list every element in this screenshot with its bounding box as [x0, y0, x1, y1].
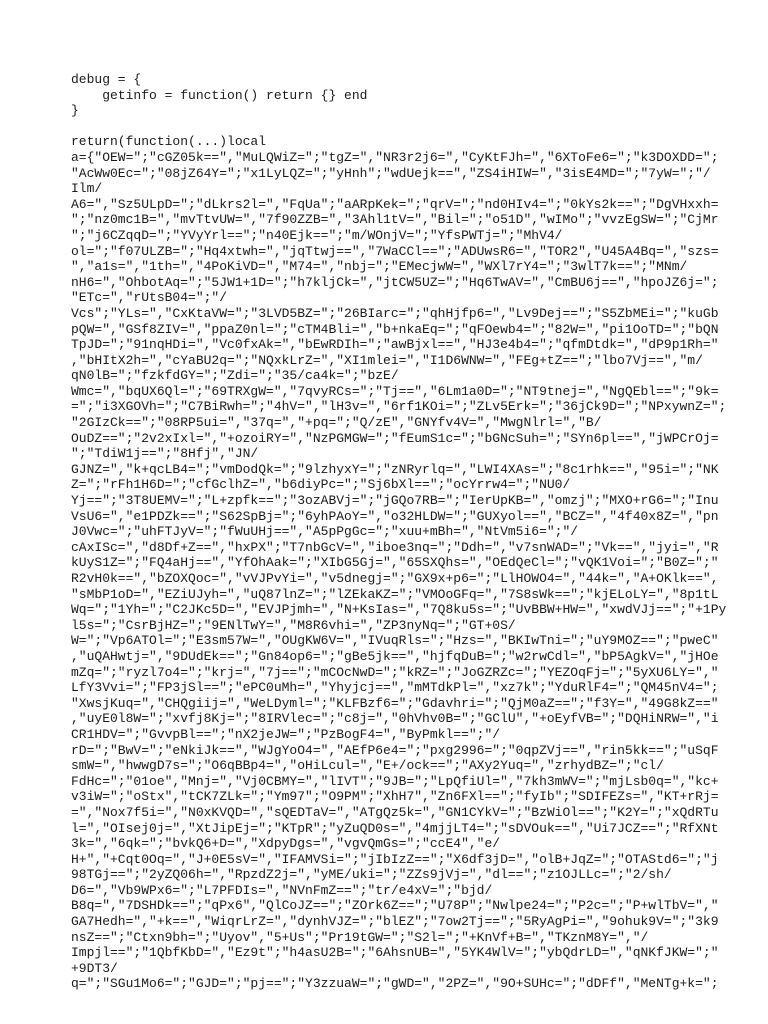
- code-line: q=";"SGu1Mo6=";"GJD=";"pj==";"Y3zzuaW=";"gWD=","2PZ=","9O+SUHc=";"dDFf","MeNTg+k=";: [71, 976, 719, 992]
- code-line: ";"nz0mc1B=","mvTtvUW=","7f90ZZB=","3Ahl1tV=","Bil=";"o51D","wIMo";"vvzEgSW=";"CjMr: [71, 212, 719, 228]
- code-line: +9DT3/: [71, 960, 118, 976]
- code-line: OuDZ==";"2v2xIxl=","+ozoiRY=","NzPGMGW=";"fEumS1c=";"bGNcSuh=";"SYn6pl==","jWPCrOj=: [71, 430, 719, 446]
- code-line: v3iW=";"oStx","tCK7ZLk=";"Ym97";"O9PM";"XhH7","Zn6FXl==";"fyIb";"SDIFEZs=","KT+rRj=: [71, 789, 719, 805]
- code-line: getinfo = function() return {} end: [71, 87, 368, 103]
- code-line: ";"j6CZqqD=";"YVyYrl==";"n40Ejk==";"m/WOnjV=";"YfsPWTj=";"MhV4/: [71, 227, 563, 243]
- code-line: cAxISc=","d8Df+Z==","hxPX";"T7nbGcV=","iboe3nq=";"Ddh=","v7snWAD=";"Vk==","jyi=","R: [71, 539, 719, 555]
- code-line: Vcs";"YLs=","CxKtaVW=";"3LVD5BZ=";"26BIarc=";"qhHjfp6=","Lv9Dej==";"S5ZbMEi=";"kuGb: [71, 305, 719, 321]
- code-line: LfY3Vvi=";"FP3jSl==";"ePC0uMh=","Yhyjcj==","mMTdkPl=","xz7k";"YduRlF4=";"QM45nV4=";: [71, 680, 719, 696]
- code-line: nH6=","OhbotAq=";"5JW1+1D=";"h7kljCk=","jtCW5UZ=";"Hq6TwAV=","CmBU6j==","hpoJZ6j=";: [71, 274, 719, 290]
- code-line: l=","OIsej0j=","XtJipEj=";"KTpR";"yZuQD0s=","4mjjLT4=";"sDVOuk==","Ui7JCZ==";"RfXNt: [71, 820, 719, 836]
- code-line: kUyS1Z=";"FQ4aHj==","YfOhAak=";"XIbG5Gj=","65SXQhs=","OEdQeCl=";"vQK1Voi=";"B0Z=";": [71, 555, 719, 571]
- code-line: rD=";"BwV=";"eNkiJk==","WJgYoO4=","AEfP6e4=";"pxg2996=";"0qpZVj==","rin5kk==";"uSqF: [71, 742, 719, 758]
- code-line: Z=";"rFh1H6D=";"cfGclhZ=","b6diyPc=";"Sj6bXl==";"ocYrrw4=";"NU0/: [71, 477, 571, 493]
- code-line: "sMbP1oD=","EZiUJyh=","uQ87lnZ=";"lZEkaKZ=";"VMOoGFq=","7S8sWk==";"kjELoLY=","8p1tL: [71, 586, 719, 602]
- code-line: GA7Hedh=","+k==","WiqrLrZ=","dynhVJZ=";"blEZ";"7ow2Tj==";"5RyAgPi=","9ohuk9V=";"3k9: [71, 914, 719, 930]
- code-line: B8q=","7DSHDk==";"qPx6","QlCoJZ==";"ZOrk6Z==";"U78P";"Nwlpe24=";"P2c=";"P+wlTbV=",": [71, 898, 719, 914]
- code-line: smW=","hwwgD7s=";"O6qBBp4=","oHiLcul=","E+/ock==";"AXy2Yuq=","zrhydBZ=";"cl/: [71, 758, 664, 774]
- code-line: Impjl==";"1QbfKbD=","Ez9t";"h4asU2B=";"6AhsnUB=","5YK4WlV=";"ybQdrLD=","qNKfJKW=";": [71, 945, 719, 961]
- code-line: CR1HDV=";"GvvpBl==";"nX2jeJW=";"PzBogF4=","ByPmkl==";"/: [71, 726, 501, 742]
- code-line: Wq=";"1Yh=";"C2JKc5D=","EVJPjmh=","N+KsIas=","7Q8ku5s=";"UvBBW+HW=","xwdVJj==";"+1Py: [71, 602, 727, 618]
- code-line: A6=","Sz5ULpD=";"dLkrs2l=","FqUa";"aARpKek=";"qrV=";"nd0HIv4=";"0kYs2k==";"DgVHxxh=: [71, 196, 719, 212]
- code-line: "AcWw0Ec=";"08jZ64Y=";"x1LyLQZ=";"yHnh";"wdUejk==","ZS4iHIW=","3isE4MD=";"7yW=";"/: [71, 165, 711, 181]
- code-line: R2vH0k==","bZOXQoc=","vVJPvYi=","v5dnegj=";"GX9x+p6=";"LlHOWO4=","44k=","A+OKlk==",: [71, 571, 719, 586]
- code-line: D6=","Vb9WPx6=";"L7PFDIs=","NVnFmZ==";"tr/e4xV=";"bjd/: [71, 882, 493, 898]
- code-line: nsZ==";"Ctxn9bh=";"Uyov","5+Us";"Pr19tGW=";"S2l=";"+KnVf+B=","TKznM8Y=","/: [71, 929, 649, 945]
- code-line: "XwsjKuq=","CHQgiij=","WeLDyml=";"KLFBzf6=";"Gdavhri=";"QjM0aZ==";"f3Y=","49G8kZ==": [71, 695, 719, 711]
- code-line: Yj==";"3T8UEMV=";"L+zpfk==";"3ozABVj=";"jGQo7RB=";"IerUpKB=","omzj";"MXO+rG6=";"Inu: [71, 493, 719, 509]
- code-line: GJNZ=","k+qcLB4=";"vmDodQk=";"9lzhyxY=";"zNRyrlq=","LWI4XAs=";"8c1rhk==","95i=";"NK: [71, 461, 719, 477]
- code-line: 3k=","6qk=";"bvkQ6+D=","XdpyDgs=","vgvQmGs=";"ccE4","e/: [71, 836, 501, 852]
- code-line: qN0lB=";"fzkfdGY=";"Zdi=";"35/ca4k=";"bzE/: [71, 368, 399, 384]
- code-line: ,"bHItX2h=","cYaBU2q=";"NQxkLrZ=","XI1mlei=","I1D6WNW=","FEg+tZ==";"lbo7Vj==","m/: [71, 352, 703, 368]
- code-line: 98TGj==";"2yZQ06h=","RpzdZ2j=","yME/uki=";"ZZs9jVj=","dl==";"z1OJLLc=";"2/sh/: [71, 867, 672, 883]
- code-line: ,"uQAHwtj=","9DUdEk==";"Gn84op6=";"gBe5jk==","hjfqDuB=";"w2rwCdl=","bP5AgkV=","jHOe: [71, 648, 719, 664]
- code-line: "ETc=","rUtsB04=";"/: [71, 290, 228, 306]
- code-line: FdHc=";"01oe","Mnj=","Vj0CBMY=","lIVT";"9JB=";"LpQfiUl=","7kh3mWV=";"mjLsb0q=","kc+: [71, 773, 719, 789]
- code-line: ,"uyE0l8W=";"xvfj8Kj=";"8IRVlec=";"c8j=","0hVhv0B=";"GClU","+oEyfVB=";"DQHiNRW=","i: [71, 711, 719, 727]
- code-line: ","a1s=","1th=","4PoKiVD=","M74=","nbj=";"EMecjwW=","WXl7rY4=";"3wlT7k==";"MNm/: [71, 259, 688, 275]
- code-line: TpJD=";"91nqHDi=","Vc0fxAk=","bEwRDIh=";"awBjxl==","HJ3e4b4=";"qfmDtdk=","dP9p1Rh=": [71, 337, 719, 353]
- code-line: mZq=";"ryzl7o4=";"krj=","7j==";"mCOcNwD=";"kRZ=";"JoGZRZc=";"YEZOqFj=";"5yXU6LY=",": [71, 664, 719, 680]
- code-line: H+","+Cqt0Oq=","J+0E5sV=","IFAMVSi=";"jIbIzZ==";"X6df3jD=","olB+JqZ=";"OTAStd6=";"j: [71, 851, 719, 867]
- code-line: Wmc=","bqUX6Ql=";"69TRXgW=","7qvyRCs=";"Tj==","6Lm1a0D=";"NT9tnej=","NgQEbl==";"9k=: [71, 383, 719, 399]
- code-line: a={"OEW=";"cGZ05k==","MuLQWiZ=";"tgZ=","NR3r2j6=","CyKtFJh=","6XToFe6=";"k3DOXDD=";: [71, 149, 719, 165]
- code-listing: [71, 72, 727, 992]
- code-line: =","Nox7f5i=","N0xKVQD=","sQEDTaV=","ATgQz5k=","GN1CYkV=";"BzWiOl==";"K2Y=";"xQdRTu: [71, 804, 719, 820]
- code-line: =";"i3XGOVh=";"C7BiRwh=";"4hV=","lH3v=","6rf1KOi=";"ZLv5Erk=";"36jCk9D=";"NPxywnZ=";: [71, 399, 727, 415]
- code-line: VsU6=","e1PDZk==";"S62SpBj=";"6yhPAoY=","o32HLDW=";"GUXyol==","BCZ=","4f40x8Z=","pn: [71, 508, 719, 524]
- code-line: ol=";"f07ULZB=";"Hq4xtwh=","jqTtwj==","7WaCCl==";"ADUwsR6=","TOR2","U45A4Bq=","szs=: [71, 243, 719, 259]
- code-line: [71, 119, 701, 135]
- code-line: ";"TdiW1j==";"8Hfj","JN/: [71, 446, 259, 462]
- code-line: return(function(...)local: [71, 134, 267, 150]
- code-line: }: [71, 103, 79, 119]
- code-line: debug = {: [71, 72, 142, 87]
- code-line: Ilm/: [71, 181, 103, 197]
- code-line: W=";"Vp6ATOl=";"E3sm57W=","OUgKW6V=","IVuqRls=";"Hzs=","BKIwTni=";"uY9MOZ==";"pweC": [71, 633, 719, 649]
- code-line: "2GIzCk==";"08RP5ui=","37q=","+pq=";"Q/zE","GNYfv4V=","MwgNlrl=","B/: [71, 415, 602, 431]
- code-line: l5s=";"CsrBjHZ=";"9ENlTwY=","M8R6vhi=","ZP3nyNq=";"GT+0S/: [71, 617, 516, 633]
- code-line: J0Vwc=";"uhFTJyV=";"fWuUHj==","A5pPgGc=";"xuu+mBh=","NtVm5i6=";"/: [71, 524, 579, 540]
- code-line: pQW=","GSf8ZIV=","ppaZ0nl=";"cTM4Bli=","b+nkaEq=";"qFOewb4=";"82W=","pi1OoTD=";"bQN: [71, 321, 719, 337]
